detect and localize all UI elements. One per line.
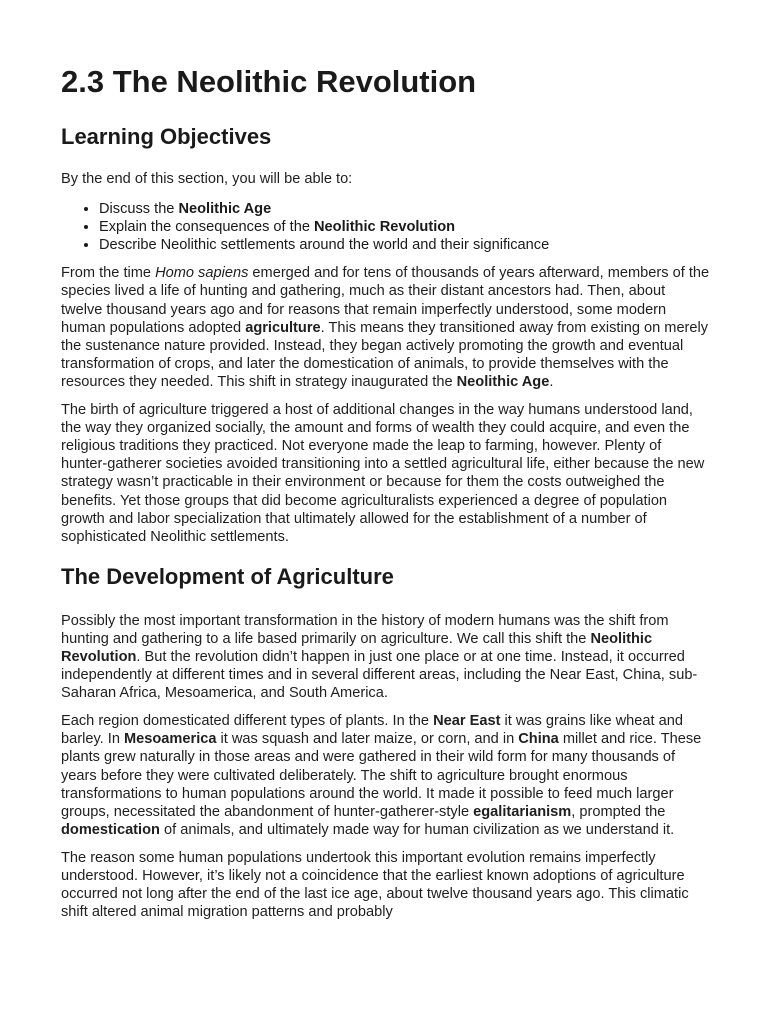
learning-objectives-heading: Learning Objectives: [61, 124, 272, 149]
objectives-intro: By the end of this section, you will be able to:: [61, 171, 353, 187]
paragraph-reason-ice-age: The reason some human populations undertook this important evolution remains imperfectly understood. However, it’s likely not a coincidence that the earliest known adoptions of agriculture occurred not long after the end of the last ice age, about twelve thousand years ago. This climatic shift altered animal migration patterns and probably: [61, 849, 689, 921]
objectives-list: [61, 200, 710, 254]
page-title: 2.3 The Neolithic Revolution: [61, 64, 477, 99]
objective-item: • Describe Neolithic settlements around the world and their significance: [99, 236, 710, 254]
paragraph-intro-hunting-gathering: From the time Homo sapiens emerged and for tens of thousands of years afterward, members of the species lived a life of hunting and gathering, much as their distant ancestors had. Then, about twelve thousand years ago and for reasons that remain imperfectly understood, some modern human populations adopted agriculture. This means they transitioned away from existing on merely the sustenance nature provided. Instead, they began actively promoting the growth and eventual transformation of crops, and later the domestication of animals, to provide themselves with the resources they needed. This shift in strategy inaugurated the Neolithic Age.: [61, 265, 710, 390]
paragraph-birth-of-agriculture: The birth of agriculture triggered a host of additional changes in the way humans understood land, the way they organized socially, the amount and forms of wealth they could acquire, and even the religious traditions they practiced. Not everyone made the leap to farming, however. Plenty of hunter-gatherer societies avoided transitioning into a settled agricultural life, either because the new strategy wasn’t practicable in their environment or because for them the costs outweighed the benefits. Yet those groups that did become agriculturalists experienced a degree of population growth and labor specialization that ultimately allowed for the establishment of a number of sophisticated Neolithic settlements.: [61, 402, 705, 545]
development-of-agriculture-heading: The Development of Agriculture: [61, 563, 394, 589]
paragraph-neolithic-revolution: Possibly the most important transformation in the history of modern humans was the shift from hunting and gathering to a life based primarily on agriculture. We call this shift the Neolithic Revolution. But the revolution didn’t happen in just one place or at one time. Instead, it occurred independently at different times and in several different areas, including the Near East, China, sub-Saharan Africa, Mesoamerica, and South America.: [61, 612, 698, 702]
paragraph-domesticated-plants: Each region domesticated different types of plants. In the Near East it was grains like wheat and barley. In Mesoamerica it was squash and later maize, or corn, and in China millet and rice. These plants grew naturally in those areas and were gathered in their wild form for many thousands of years before they were cultivated deliberately. The shift to agriculture brought enormous transformations to human populations around the world. It made it possible to feed much larger groups, necessitated the abandonment of hunter-gatherer-style egalitarianism, prompted the domestication of animals, and ultimately made way for human civilization as we understand it.: [61, 713, 702, 838]
objective-item: • Explain the consequences of the Neolithic Revolution: [99, 218, 710, 236]
objective-item: • Discuss the Neolithic Age: [99, 200, 710, 218]
